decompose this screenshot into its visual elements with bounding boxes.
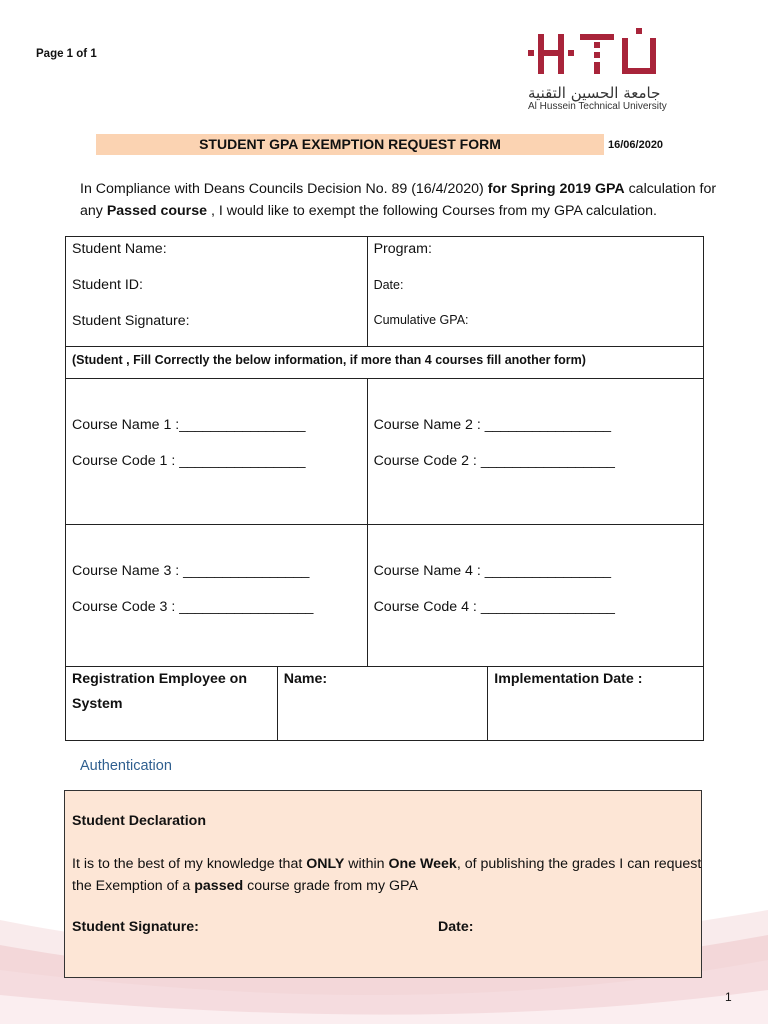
exemption-form-table bbox=[65, 236, 704, 741]
instruction-text: (Student , Fill Correctly the below information, if more than 4 courses fill another form) bbox=[72, 353, 586, 367]
registration-employee-label: Registration Employee on System bbox=[72, 671, 248, 712]
student-signature-field[interactable]: Student Signature: bbox=[72, 313, 190, 329]
registration-name-cell bbox=[277, 667, 488, 741]
registration-name-field[interactable]: Name: bbox=[283, 671, 328, 687]
course-4-cell bbox=[367, 525, 703, 667]
authentication-heading: Authentication bbox=[80, 758, 172, 774]
registration-employee-cell bbox=[66, 667, 278, 741]
course-code-4-field[interactable]: Course Code 4 : _________________ bbox=[373, 599, 615, 615]
course-3-cell bbox=[66, 525, 368, 667]
course-name-2-field[interactable]: Course Name 2 : ________________ bbox=[373, 417, 611, 433]
date-field[interactable]: Date: bbox=[373, 278, 404, 292]
page-of-label: Page 1 of 1 bbox=[36, 48, 97, 60]
course-code-2-field[interactable]: Course Code 2 : _________________ bbox=[373, 453, 615, 469]
logo-english-text: Al Hussein Technical University bbox=[528, 101, 667, 112]
course-name-1-field[interactable]: Course Name 1 :________________ bbox=[72, 417, 306, 433]
course-code-1-field[interactable]: Course Code 1 : ________________ bbox=[72, 453, 306, 469]
course-name-4-field[interactable]: Course Name 4 : ________________ bbox=[373, 563, 611, 579]
program-info-cell bbox=[367, 237, 703, 347]
intro-paragraph: In Compliance with Deans Councils Decision No. 89 (16/4/2020) for Spring 2019 GPA calculation for any Passed course , I would like to exempt the following Courses from my GPA calculation. bbox=[80, 181, 717, 219]
course-code-3-field[interactable]: Course Code 3 : _________________ bbox=[72, 599, 314, 615]
program-field[interactable]: Program: bbox=[373, 241, 432, 257]
instruction-cell bbox=[66, 347, 704, 379]
page-number: 1 bbox=[725, 990, 732, 1004]
cumulative-gpa-field[interactable]: Cumulative GPA: bbox=[373, 313, 469, 327]
student-info-cell bbox=[66, 237, 368, 347]
course-1-cell bbox=[66, 379, 368, 525]
form-title: STUDENT GPA EXEMPTION REQUEST FORM bbox=[199, 136, 501, 152]
form-date: 16/06/2020 bbox=[608, 139, 664, 151]
student-name-field[interactable]: Student Name: bbox=[72, 241, 167, 257]
course-name-3-field[interactable]: Course Name 3 : ________________ bbox=[72, 563, 310, 579]
declaration-text: It is to the best of my knowledge that ONLY within One Week, of publishing the grades I can request the Exemption of a passed course grade from my GPA bbox=[72, 856, 702, 894]
declaration-signature-field[interactable]: Student Signature: bbox=[72, 919, 199, 935]
declaration-title: Student Declaration bbox=[72, 813, 207, 829]
student-id-field[interactable]: Student ID: bbox=[72, 277, 143, 293]
implementation-date-cell bbox=[488, 667, 704, 741]
logo-arabic-text: جامعة الحسين التقنية bbox=[528, 84, 661, 102]
implementation-date-field[interactable]: Implementation Date : bbox=[494, 671, 643, 687]
course-2-cell bbox=[367, 379, 703, 525]
declaration-date-field[interactable]: Date: bbox=[438, 919, 474, 935]
